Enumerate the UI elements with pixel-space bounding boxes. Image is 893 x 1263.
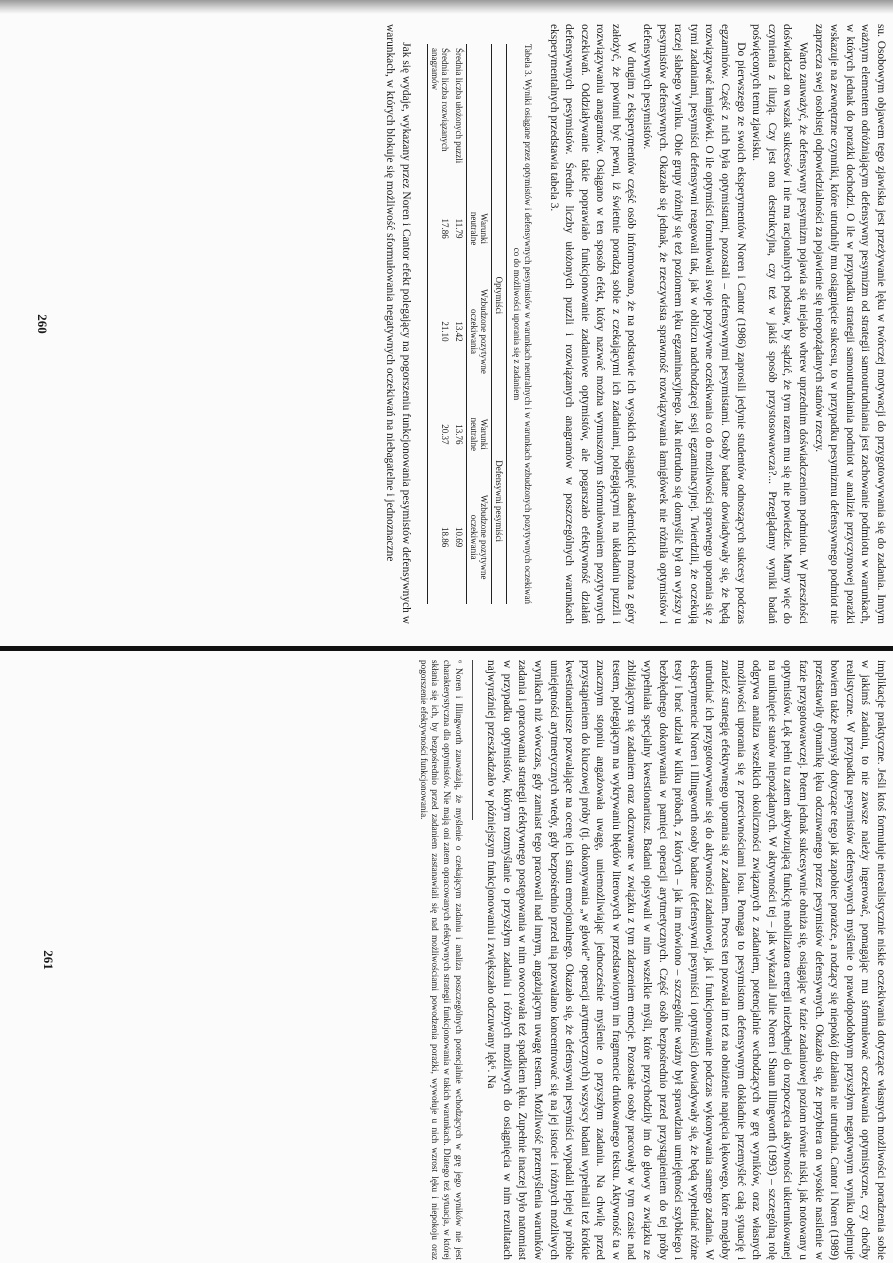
page-261 [30, 660, 888, 1260]
table-column-header: Warunki neutralne [466, 398, 491, 470]
table-corner [466, 44, 491, 193]
table-caption: Tabela 3. Wyniki osiągane przez optymistów i defensywnych pesymistów w warunkach neutralnych i w warunkach wzbudzonych pozytywnych oczekiwań co do możliwości uporania się z zadaniem [511, 44, 533, 604]
table-row [452, 44, 467, 604]
footnote: ⁶ Noren i Illingworth zauważają, że myślenie o czekającym zadaniu i analiza poszczególnych potencjalnie wchodzących w grę jego wyników nie jest charakterystyczna dla optymistów. Nie mają oni zatem opracowanych efektywnych strategii funkcjonowania w takich warunkach. Dlatego też sytuacja, w której skłania się ich, by bezpośrednio przed zadaniem zastanawiali się nad możliwościami powodzenia porażki, wywołuje u nich wzrost lęku i niepokoju oraz pogorszenie efektywności funkcjonowania. [418, 660, 464, 1260]
table-row-label: Średnia liczba rozwiązanych anagramów [427, 44, 452, 193]
page-divider [0, 646, 893, 651]
table-cell: 18.86 [427, 470, 452, 604]
table-row [427, 44, 452, 604]
table-cell: 20.37 [427, 398, 452, 470]
table-column-header: Warunki neutralne [466, 193, 491, 265]
body-paragraph: Warto zauważyć, że defensywny pesymizm pojawia się niejako wbrew uprzednim doświadczeniom podmiotu. W przeszłości doświadczał on wszak sukcesów i nie ma racjonalnych podstaw, by sądzić, że tym razem mu się nie powiedzie. Mamy więc do czynienia z iluzją. Czy jest ona destrukcyjna, czy też w jakiś sposób przystosowawcza?... Przeglądamy wyniki badań poświęconych temu zjawisku. [750, 24, 810, 624]
body-paragraph: W drugim z eksperymentów część osób informowano, że na podstawie ich wysokich osiągnięć akademickich można z góry założyć, że powinni być pewni, iż świetnie poradzą sobie z czekającymi ich zadaniami, polegającymi na układaniu puzzli i rozwiązywaniu anagramów. Osiągano w ten sposób efekt, który nazwać można wymuszonym sformułowaniem pozytywnych oczekiwań. Oddziaływanie takie poprawiało funkcjonowanie zadaniowe optymistów, ale pogarszało efektywność działań defensywnych pesymistów. Średnie liczby ułożonych puzzli i rozwiązanych anagramów w poszczególnych warunkach eksperymentalnych przedstawia tabela 3. [547, 24, 638, 624]
page-number: 261 [41, 950, 56, 970]
table-cell: 13.42 [453, 321, 464, 342]
table-corner [491, 44, 506, 193]
body-paragraph: Jak się wydaje, wykazany przez Noren i Cantor efekt polegający na pogorszeniu funkcjonowania pesymistów defensywnych w warunkach, w których blokuje się możliwość sformułowania negatywnych oczekiwań na niebagatelne i jednoznaczne [384, 24, 412, 624]
table-cell: 13.76 [453, 424, 464, 445]
scan-edge [0, 0, 893, 14]
body-paragraph: implikacje praktyczne. Jeśli ktoś formułuje nierealistycznie niskie oczekiwania dotyczące własnych możliwości poradzenia sobie w jakimś zadaniu, to nie zawsze należy ingerować, pomagając mu sformułować oczekiwania optymistyczne, czy choćby realistyczne. W przypadku pesymistów defensywnych myślenie o prawdopodobnym przyszłym negatywnym wyniku obejmuje bowiem także pomysły dotyczące tego jak zapobiec porażce, a rodzący się niepokój działania nie utrudnia. Cantor i Noren (1989) przedstawiły dynamikę lęku odczuwanego przez pesymistów defensywnych. Okazało się, że przybiera on wysokie nasilenie w fazie przygotowawczej. Potem jednak sukcesywnie obniża się, osiągając w fazie zadaniowej poziom równie niski, jak notowany u optymistów. Lęk pełni tu zatem aktywizującą funkcję mobilizatora energii niezbędnej do rozpoczęcia aktywności ukierunkowanej na uniknięcie stanów niepożądanych. W aktywności tej – jak wykazali Julie Noren i Shaun Illingworth (1993) – szczególną rolę odgrywa analiza wszelkich okoliczności związanych z zadaniem, potencjalnie wchodzących w grę wyników, oraz własnych możliwości uporania się z przeciwnościami losu. Pomaga to pesymistom defensywnym dokładnie przemyśleć całą sytuację i znaleźć strategię efektywnego uporania się z zadaniem. Proces ten pozwala im też na obniżenie napięcia lękowego, które mogłoby utrudniać ich przygotowywanie się do aktywności zadaniowej, jak i funkcjonowanie podczas wykonywania samego zadania. W eksperymencie Noren i Illingworth osoby badane (defensywni pesymiści i optymiści) dowiadywały się, że będą wypełniać różne testy i brać udział w kilku próbach, z których – jak im mówiono – szczególnie ważny był sprawdzian umiejętności szybkiego i bezbłędnego dokonywania w pamięci operacji arytmetycznych. Część osób bezpośrednio przed przystąpieniem do tej próby wypełniała specjalny kwestionariusz. Badani opisywali w nim wszelkie myśli, które przychodziły im do głowy w związku ze zbliżającym się zadaniem oraz odczuwane w związku z tym zdarzeniem emocje. Pozostałe osoby pracowały w tym czasie nad testem, polegającym na wykrywaniu błędów literowych w przedstawionym im fragmencie drukowanego tekstu. Aktywność ta w znacznym stopniu angażowała uwagę, uniemożliwiając jednocześnie myślenie o przyszłym zadaniu. Na chwilę przed przystąpieniem do kluczowej próby (tj. dokonywania „w głowie” operacji arytmetycznych) wszyscy badani wypełniali też krótkie kwestionariusze pozwalające na ocenę ich stanu emocjonalnego. Okazało się, że defensywni pesymiści wypadali lepiej w próbie umiejętności arytmetycznych wtedy, gdy bezpośrednio przed nią pozwalano koncentrować się na jej istocie i różnych możliwych wynikach niż wówczas, gdy zamiast tego pracowali nad innym, angażującym uwagę testem. Możliwość przemyślenia warunków zadania i opracowania strategii efektywnego postępowania w nim owocowała też spadkiem lęku. Zupełnie inaczej było natomiast w przypadku optymistów, którym rozmyślanie o przyszłym zadaniu i różnych możliwych do osiągnięcia w nim rezultatach najwyraźniej przeszkadzało w późniejszym funkcjonowaniu i zwiększało odczuwany lęk⁶. Na [485, 660, 887, 1260]
table-row-label: Średnia liczba ułożonych puzzli [453, 48, 464, 164]
body-paragraph: Do pierwszego ze swoich eksperymentów Noren i Cantor (1986) zaprosili jedynie studentów odnoszących sukcesy podczas egzaminów. Część z nich była optymistami, pozostali – defensywnymi pesymistami. Osoby badane dowiadywały się, że będą rozwiązywać łamigłówki. O ile optymiści formułowali swoje pozytywne oczekiwania co do możliwości sprawnego uporania się z tymi zadaniami, pesymiści defensywni reagowali tak, jak w obliczu nadchodzącej sesji egzaminacyjnej. Twierdzili, że oczekują raczej słabego wyniku. Obie grupy różniły się też poziomem lęku egzaminacyjnego. Jak nietrudno się domyślić był on wyższy u pesymistów defensywnych. Okazało się jednak, że rzeczywista sprawność rozwiązywania łamigłówek nie różniła optymistów i defensywnych pesymistów. [641, 24, 747, 624]
page-260 [30, 24, 888, 624]
footnote-rule [472, 660, 473, 820]
table-cell: 10.69 [453, 527, 464, 548]
results-table [427, 44, 507, 604]
table-cell: 21.10 [427, 265, 452, 399]
table-cell: 17.86 [427, 193, 452, 265]
table-column-header: Wzbudzone pozytywne oczekiwania [466, 265, 491, 399]
page-number: 260 [35, 314, 50, 334]
table-group-header: Defensywni pesymiści [491, 398, 506, 604]
table-cell: 11.79 [453, 218, 464, 239]
table-column-header: Wzbudzone pozytywne oczekiwania [466, 470, 491, 604]
body-paragraph: su. Osobowym objawem tego zjawiska jest przeżywanie lęku w twórczej motywacji do przygotowywania się do zadania. Innym ważnym elementem odróżniającym defensywny pesymizm od strategii samoutrudniania jest zachowanie podmiotu w warunkach, w których jednak do porażki dochodzi. O ile w przypadku strategii samoutrudniania podmiot w analizie przyczynowej porażki wskazuje na zewnętrzne czynniki, które utrudniły mu osiągnięcie sukcesu, to w przypadku pesymizmu defensywnego podmiot nie zaprzecza swej osobistej odpowiedzialności za pojawienie się nieopożądanych stanów rzeczy. [812, 24, 887, 624]
table-group-header: Optymiści [491, 193, 506, 399]
